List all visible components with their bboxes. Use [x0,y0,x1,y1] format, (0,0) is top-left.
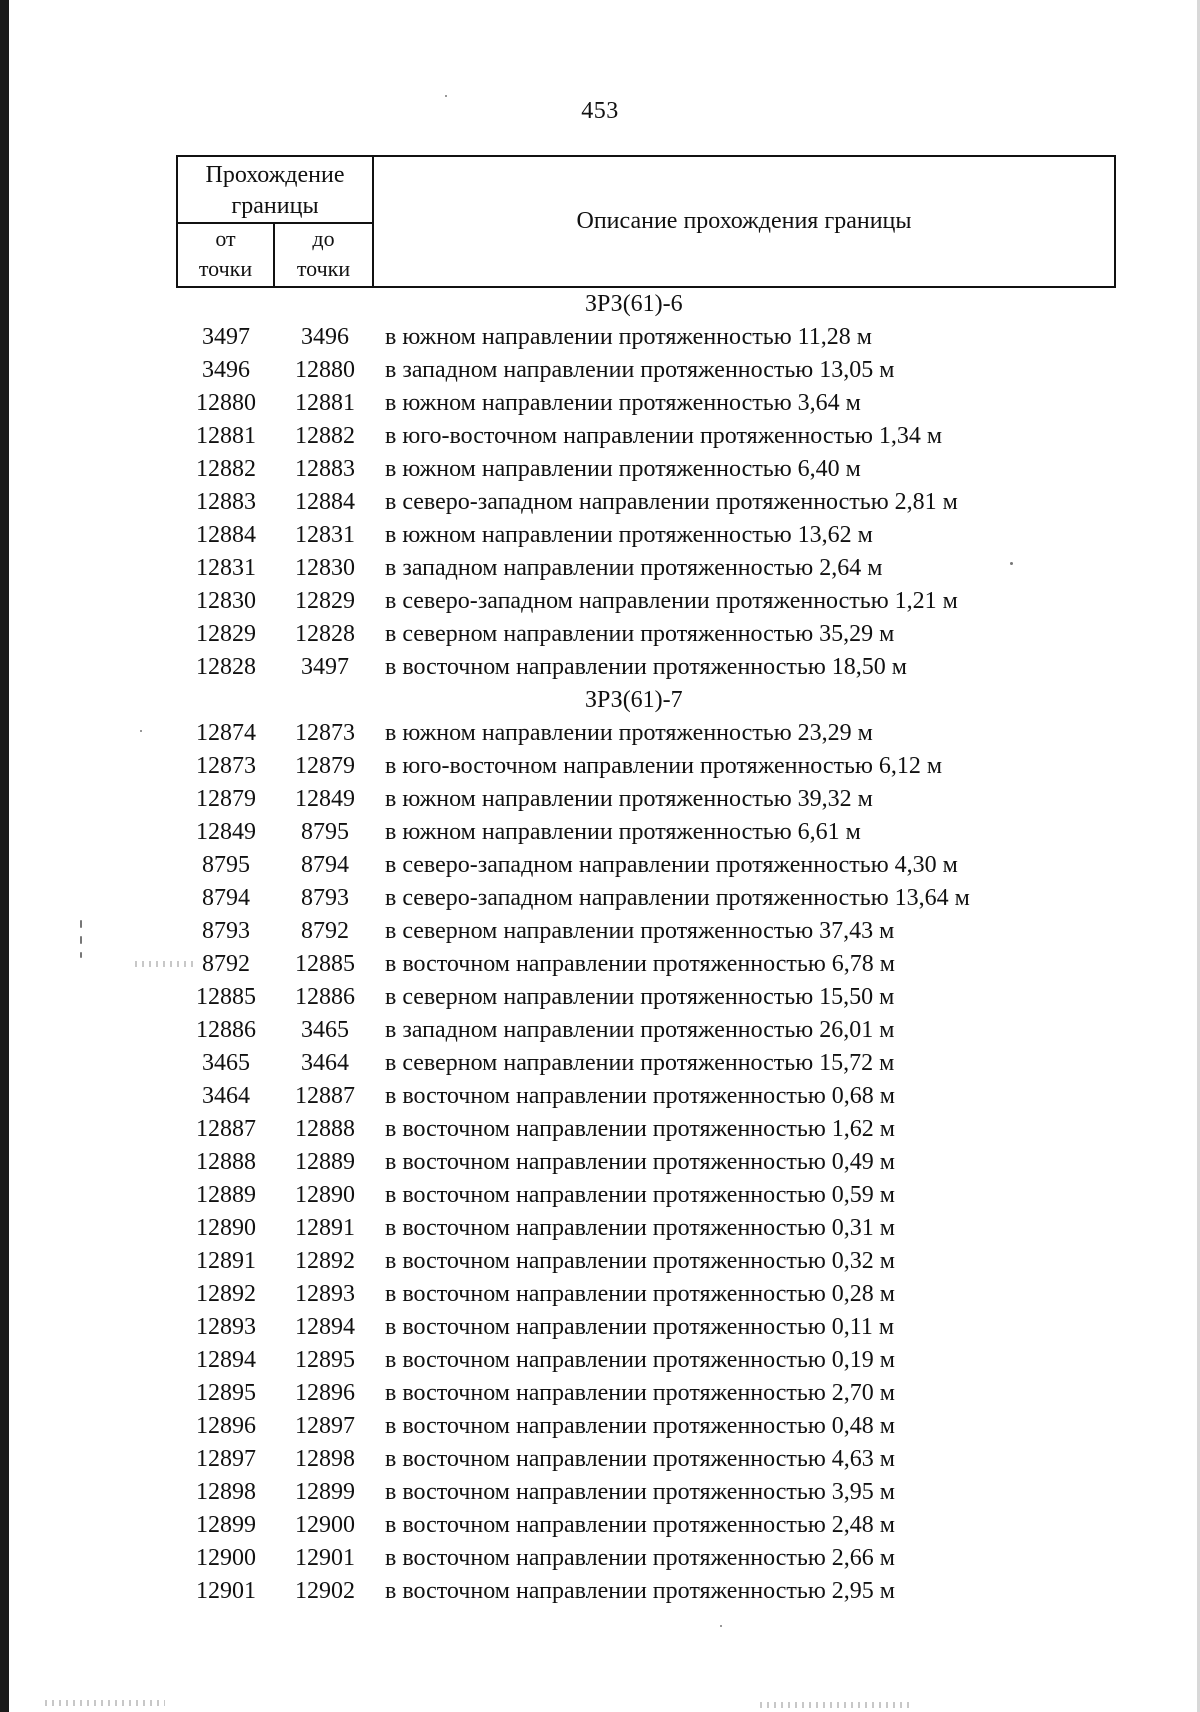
to-point-cell: 12893 [295,1281,355,1307]
description-cell: в северном направлении протяженностью 37,43 м [385,918,895,944]
table-row [0,453,1200,486]
from-point-cell: 3465 [202,1050,250,1076]
table-row [0,1344,1200,1377]
description-cell: в юго-восточном направлении протяженностью 1,34 м [385,423,943,449]
table-row [0,1047,1200,1080]
to-point-cell: 8795 [301,819,349,845]
page-number: 453 [581,98,619,124]
scan-speck [140,730,142,732]
header-from-point [178,224,275,286]
header-passage-line1: Прохождение [205,162,345,188]
description-cell: в северо-западном направлении протяженностью 1,21 м [385,588,958,614]
description-cell: в южном направлении протяженностью 11,28 м [385,324,872,350]
from-point-cell: 12889 [196,1182,256,1208]
to-point-cell: 12892 [295,1248,355,1274]
to-point-cell: 12885 [295,951,355,977]
table-row [0,915,1200,948]
from-point-cell: 12849 [196,819,256,845]
description-cell: в западном направлении протяженностью 13,05 м [385,357,895,383]
table-header [176,155,1116,288]
header-from-line2: точки [198,256,253,281]
description-cell: в восточном направлении протяженностью 3,95 м [385,1479,895,1505]
from-point-cell: 12898 [196,1479,256,1505]
table-row [0,1014,1200,1047]
from-point-cell: 12895 [196,1380,256,1406]
to-point-cell: 12901 [295,1545,355,1571]
description-cell: в восточном направлении протяженностью 6,78 м [385,951,895,977]
scan-speck [720,1625,722,1627]
header-description-label: Описание прохождения границы [576,208,912,234]
table-row [0,354,1200,387]
table-row [0,1377,1200,1410]
table-row [0,1278,1200,1311]
table-row [0,651,1200,684]
description-cell: в северном направлении протяженностью 35,29 м [385,621,895,647]
table-row [0,816,1200,849]
to-point-cell: 8794 [301,852,349,878]
description-cell: в восточном направлении протяженностью 2,95 м [385,1578,895,1604]
to-point-cell: 12873 [295,720,355,746]
table-row [0,1542,1200,1575]
from-point-cell: 3497 [202,324,250,350]
to-point-cell: 8793 [301,885,349,911]
zone-title [0,288,1200,321]
header-passage-line2: границы [231,193,319,219]
table-row [0,1311,1200,1344]
description-cell: в восточном направлении протяженностью 0,49 м [385,1149,895,1175]
to-point-cell: 12884 [295,489,355,515]
from-point-cell: 8795 [202,852,250,878]
table-row [0,882,1200,915]
from-point-cell: 12894 [196,1347,256,1373]
to-point-cell: 12883 [295,456,355,482]
to-point-cell: 12886 [295,984,355,1010]
zone-title [0,684,1200,717]
header-boundary-passage [178,157,374,224]
header-description [374,157,1114,286]
table-row [0,1146,1200,1179]
description-cell: в восточном направлении протяженностью 0,68 м [385,1083,895,1109]
zone-title-label: ЗРЗ(61)-6 [585,291,683,317]
description-cell: в северо-западном направлении протяженностью 2,81 м [385,489,958,515]
to-point-cell: 12902 [295,1578,355,1604]
to-point-cell: 12896 [295,1380,355,1406]
description-cell: в восточном направлении протяженностью 0,59 м [385,1182,895,1208]
header-from-line1: от [215,226,236,251]
description-cell: в восточном направлении протяженностью 4,63 м [385,1446,895,1472]
from-point-cell: 12900 [196,1545,256,1571]
to-point-cell: 12897 [295,1413,355,1439]
to-point-cell: 12889 [295,1149,355,1175]
description-cell: в восточном направлении протяженностью 0,48 м [385,1413,895,1439]
table-row [0,981,1200,1014]
description-cell: в северо-западном направлении протяженностью 13,64 м [385,885,970,911]
description-cell: в восточном направлении протяженностью 1,62 м [385,1116,895,1142]
table-row [0,783,1200,816]
scan-speck [80,952,82,958]
description-cell: в северном направлении протяженностью 15,72 м [385,1050,895,1076]
from-point-cell: 3496 [202,357,250,383]
from-point-cell: 8792 [202,951,250,977]
table-row [0,1113,1200,1146]
from-point-cell: 12830 [196,588,256,614]
from-point-cell: 12829 [196,621,256,647]
to-point-cell: 12890 [295,1182,355,1208]
table-row [0,1245,1200,1278]
description-cell: в южном направлении протяженностью 6,61 м [385,819,861,845]
to-point-cell: 12894 [295,1314,355,1340]
to-point-cell: 12829 [295,588,355,614]
to-point-cell: 12830 [295,555,355,581]
description-cell: в восточном направлении протяженностью 0,31 м [385,1215,895,1241]
to-point-cell: 3496 [301,324,349,350]
from-point-cell: 12886 [196,1017,256,1043]
table-row [0,1212,1200,1245]
from-point-cell: 12887 [196,1116,256,1142]
table-row [0,717,1200,750]
scan-noise [45,1700,165,1706]
from-point-cell: 12879 [196,786,256,812]
to-point-cell: 3464 [301,1050,349,1076]
to-point-cell: 12849 [295,786,355,812]
table-row [0,618,1200,651]
to-point-cell: 12900 [295,1512,355,1538]
table-row [0,849,1200,882]
table-row [0,1443,1200,1476]
from-point-cell: 8794 [202,885,250,911]
description-cell: в северо-западном направлении протяженностью 4,30 м [385,852,958,878]
table-row [0,1509,1200,1542]
to-point-cell: 12898 [295,1446,355,1472]
to-point-cell: 12887 [295,1083,355,1109]
description-cell: в восточном направлении протяженностью 0,11 м [385,1314,895,1340]
from-point-cell: 12888 [196,1149,256,1175]
to-point-cell: 12899 [295,1479,355,1505]
from-point-cell: 12885 [196,984,256,1010]
from-point-cell: 12880 [196,390,256,416]
from-point-cell: 12892 [196,1281,256,1307]
description-cell: в южном направлении протяженностью 23,29 м [385,720,873,746]
description-cell: в северном направлении протяженностью 15,50 м [385,984,895,1010]
from-point-cell: 12881 [196,423,256,449]
from-point-cell: 12901 [196,1578,256,1604]
from-point-cell: 12883 [196,489,256,515]
to-point-cell: 3465 [301,1017,349,1043]
from-point-cell: 12899 [196,1512,256,1538]
description-cell: в западном направлении протяженностью 2,64 м [385,555,883,581]
to-point-cell: 12895 [295,1347,355,1373]
scan-speck [80,936,82,944]
table-row [0,420,1200,453]
description-cell: в южном направлении протяженностью 6,40 м [385,456,861,482]
description-cell: в восточном направлении протяженностью 2,48 м [385,1512,895,1538]
from-point-cell: 8793 [202,918,250,944]
description-cell: в юго-восточном направлении протяженностью 6,12 м [385,753,943,779]
to-point-cell: 12891 [295,1215,355,1241]
scan-noise [760,1702,910,1708]
to-point-cell: 12888 [295,1116,355,1142]
from-point-cell: 3464 [202,1083,250,1109]
description-cell: в южном направлении протяженностью 13,62 м [385,522,873,548]
from-point-cell: 12828 [196,654,256,680]
description-cell: в западном направлении протяженностью 26,01 м [385,1017,895,1043]
scan-noise [135,961,195,967]
table-row [0,1179,1200,1212]
to-point-cell: 12882 [295,423,355,449]
to-point-cell: 3497 [301,654,349,680]
table-row [0,387,1200,420]
table-row [0,750,1200,783]
from-point-cell: 12874 [196,720,256,746]
to-point-cell: 12831 [295,522,355,548]
scan-speck [445,95,447,97]
table-row [0,1476,1200,1509]
boundary-table-body [0,288,1200,1608]
description-cell: в восточном направлении протяженностью 0,19 м [385,1347,895,1373]
description-cell: в южном направлении протяженностью 39,32 м [385,786,873,812]
from-point-cell: 12882 [196,456,256,482]
from-point-cell: 12884 [196,522,256,548]
from-point-cell: 12897 [196,1446,256,1472]
table-row [0,1410,1200,1443]
zone-title-label: ЗРЗ(61)-7 [585,687,683,713]
to-point-cell: 8792 [301,918,349,944]
from-point-cell: 12831 [196,555,256,581]
table-row [0,486,1200,519]
table-row [0,1080,1200,1113]
from-point-cell: 12896 [196,1413,256,1439]
scan-speck [1010,562,1013,565]
from-point-cell: 12890 [196,1215,256,1241]
header-to-line2: точки [296,256,351,281]
scan-speck [80,920,82,928]
to-point-cell: 12881 [295,390,355,416]
header-to-line1: до [312,226,335,251]
from-point-cell: 12893 [196,1314,256,1340]
to-point-cell: 12828 [295,621,355,647]
description-cell: в восточном направлении протяженностью 18,50 м [385,654,907,680]
description-cell: в восточном направлении протяженностью 2,70 м [385,1380,895,1406]
table-row [0,519,1200,552]
header-to-point [275,224,374,286]
description-cell: в восточном направлении протяженностью 2,66 м [385,1545,895,1571]
to-point-cell: 12879 [295,753,355,779]
table-row [0,585,1200,618]
description-cell: в южном направлении протяженностью 3,64 м [385,390,861,416]
table-row [0,552,1200,585]
table-row [0,1575,1200,1608]
description-cell: в восточном направлении протяженностью 0,32 м [385,1248,895,1274]
from-point-cell: 12891 [196,1248,256,1274]
to-point-cell: 12880 [295,357,355,383]
description-cell: в восточном направлении протяженностью 0,28 м [385,1281,895,1307]
from-point-cell: 12873 [196,753,256,779]
table-row [0,321,1200,354]
